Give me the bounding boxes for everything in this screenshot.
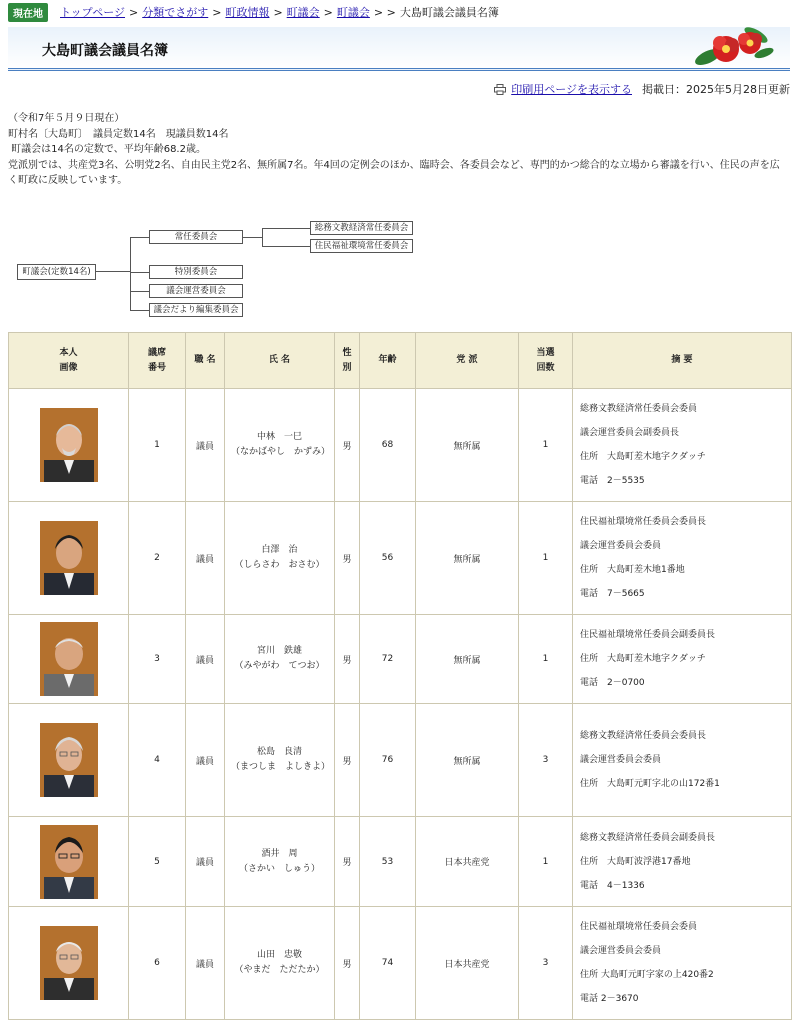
member-party: 無所属 bbox=[416, 704, 519, 817]
note-line: 住所 大島町波浮港17番地 bbox=[580, 856, 691, 867]
member-kana: （まつしま よしきよ） bbox=[231, 762, 331, 772]
breadcrumb-link-council[interactable]: 町議会 bbox=[286, 6, 320, 19]
member-kana: （しらさわ おさむ） bbox=[234, 560, 325, 570]
member-notes bbox=[573, 817, 792, 907]
breadcrumb-link-council-2[interactable]: 町議会 bbox=[336, 6, 370, 19]
member-name-cell bbox=[225, 704, 335, 817]
intro-text bbox=[8, 111, 788, 189]
header-age: 年齢 bbox=[360, 333, 416, 389]
header-seat: 議席 番号 bbox=[129, 333, 186, 389]
position-title: 議員 bbox=[186, 907, 225, 1020]
member-portrait-image bbox=[40, 926, 98, 1000]
member-party: 日本共産党 bbox=[416, 907, 519, 1020]
table-row bbox=[9, 615, 792, 704]
member-kana: （なかばやし かずみ） bbox=[231, 447, 331, 457]
member-party: 無所属 bbox=[416, 502, 519, 615]
page-title: 大島町議会議員名簿 bbox=[42, 43, 168, 59]
position-title: 議員 bbox=[186, 615, 225, 704]
member-terms: 1 bbox=[519, 389, 573, 502]
intro-average: 町議会は14名の定数で、平均年齢68.2歳。 bbox=[8, 144, 206, 155]
member-notes bbox=[573, 907, 792, 1020]
note-line: 議会運営委員会委員 bbox=[580, 755, 662, 765]
org-root-council: 町議会(定数14名) bbox=[17, 264, 96, 280]
member-notes bbox=[573, 615, 792, 704]
photo-cell bbox=[9, 907, 129, 1020]
member-age: 68 bbox=[360, 389, 416, 502]
printer-icon bbox=[494, 84, 506, 95]
org-steering-committee: 議会運営委員会 bbox=[149, 284, 243, 298]
member-party: 無所属 bbox=[416, 615, 519, 704]
seat-number: 4 bbox=[129, 704, 186, 817]
member-terms: 1 bbox=[519, 817, 573, 907]
note-line: 住民福祉環境常任委員会副委員長 bbox=[580, 630, 716, 640]
photo-cell bbox=[9, 502, 129, 615]
header-terms: 当選 回数 bbox=[519, 333, 573, 389]
member-notes bbox=[573, 704, 792, 817]
member-name: 宮川 鉄雄 bbox=[256, 646, 302, 656]
print-line bbox=[494, 81, 790, 97]
org-newsletter-committee: 議会だより編集委員会 bbox=[149, 303, 243, 317]
member-age: 56 bbox=[360, 502, 416, 615]
note-line: 住所 大島町元町字北の山172番1 bbox=[580, 779, 720, 789]
member-name: 山田 忠敬 bbox=[256, 950, 302, 960]
header-photo: 本人 画像 bbox=[9, 333, 129, 389]
current-location-badge: 現在地 bbox=[8, 3, 48, 22]
header-party: 党 派 bbox=[416, 333, 519, 389]
note-line: 住所 大島町差木地1番地 bbox=[580, 565, 685, 575]
member-portrait-image bbox=[40, 408, 98, 482]
member-sex: 男 bbox=[335, 389, 360, 502]
member-sex: 男 bbox=[335, 502, 360, 615]
note-line: 電話 2－5535 bbox=[580, 476, 645, 486]
member-name: 松島 良清 bbox=[256, 747, 302, 757]
note-line: 総務文教経済常任委員会副委員長 bbox=[580, 832, 716, 843]
note-line: 電話 2－3670 bbox=[580, 994, 639, 1004]
member-age: 74 bbox=[360, 907, 416, 1020]
member-portrait-image bbox=[40, 622, 98, 696]
member-age: 53 bbox=[360, 817, 416, 907]
member-name-cell bbox=[225, 389, 335, 502]
header-title: 職 名 bbox=[186, 333, 225, 389]
member-name-cell bbox=[225, 817, 335, 907]
intro-description: 党派別では、共産党3名、公明党2名、自由民主党2名、無所属7名。年4回の定例会のほか、臨時会、各委員会など、専門的かつ総合的な立場から審議を行い、住民の声を広く町政に反映しています。 bbox=[8, 159, 780, 186]
council-member-table bbox=[8, 332, 792, 1020]
member-name-cell bbox=[225, 907, 335, 1020]
position-title: 議員 bbox=[186, 704, 225, 817]
breadcrumb-link-category[interactable]: 分類でさがす bbox=[142, 6, 209, 19]
photo-cell bbox=[9, 389, 129, 502]
note-line: 総務文教経済常任委員会委員 bbox=[580, 404, 698, 414]
member-name: 酒井 周 bbox=[261, 848, 298, 859]
intro-date: （令和7年５月９日現在） bbox=[8, 113, 125, 124]
member-sex: 男 bbox=[335, 704, 360, 817]
note-line: 住民福祉環境常任委員会委員長 bbox=[580, 517, 707, 527]
note-line: 住所 大島町元町字家の上420番2 bbox=[580, 970, 714, 980]
note-line: 総務文教経済常任委員会委員長 bbox=[580, 731, 707, 741]
table-header-row bbox=[9, 333, 792, 389]
note-line: 議会運営委員会委員 bbox=[580, 541, 662, 551]
breadcrumb-link-top[interactable]: トップページ bbox=[60, 6, 126, 19]
breadcrumb-current: 大島町議会議員名簿 bbox=[399, 6, 499, 19]
member-notes bbox=[573, 389, 792, 502]
org-general-affairs-committee: 総務文教経済常任委員会 bbox=[310, 221, 413, 235]
position-title: 議員 bbox=[186, 502, 225, 615]
member-name: 中林 一巳 bbox=[256, 432, 302, 442]
member-sex: 男 bbox=[335, 817, 360, 907]
note-line: 電話 4－1336 bbox=[580, 880, 645, 891]
member-notes bbox=[573, 502, 792, 615]
table-row bbox=[9, 502, 792, 615]
breadcrumb: 現在地 トップページ > 分類でさがす > 町政情報 > 町議会 > 町議会 > > 大島町議会議員名簿 bbox=[8, 3, 499, 21]
seat-number: 3 bbox=[129, 615, 186, 704]
updated-date: 掲載日：2025年5月28日更新 bbox=[642, 83, 790, 96]
member-terms: 1 bbox=[519, 615, 573, 704]
council-org-chart bbox=[0, 215, 430, 325]
member-party: 日本共産党 bbox=[416, 817, 519, 907]
intro-counts: 町村名〔大島町〕 議員定数14名 現議員数14名 bbox=[8, 128, 229, 140]
note-line: 電話 7－5665 bbox=[580, 589, 645, 599]
member-kana: （みやがわ てつお） bbox=[234, 661, 325, 671]
table-row bbox=[9, 817, 792, 907]
member-name-cell bbox=[225, 502, 335, 615]
note-line: 住民福祉環境常任委員会委員 bbox=[580, 922, 698, 932]
member-sex: 男 bbox=[335, 615, 360, 704]
seat-number: 2 bbox=[129, 502, 186, 615]
member-name-cell bbox=[225, 615, 335, 704]
page-title-bar bbox=[8, 27, 790, 71]
org-special-committee: 特別委員会 bbox=[149, 265, 243, 279]
seat-number: 6 bbox=[129, 907, 186, 1020]
member-name: 白澤 治 bbox=[261, 545, 298, 555]
print-page-link[interactable]: 印刷用ページを表示する bbox=[511, 83, 632, 96]
member-terms: 1 bbox=[519, 502, 573, 615]
header-name: 氏 名 bbox=[225, 333, 335, 389]
photo-cell bbox=[9, 704, 129, 817]
position-title: 議員 bbox=[186, 389, 225, 502]
member-terms: 3 bbox=[519, 907, 573, 1020]
seat-number: 1 bbox=[129, 389, 186, 502]
member-kana: （さかい しゅう） bbox=[238, 863, 320, 874]
member-sex: 男 bbox=[335, 907, 360, 1020]
breadcrumb-link-town-admin[interactable]: 町政情報 bbox=[225, 6, 270, 19]
member-kana: （やまだ ただたか） bbox=[234, 965, 325, 975]
note-line: 住所 大島町差木地字クダッチ bbox=[580, 654, 706, 664]
header-sex: 性 別 bbox=[335, 333, 360, 389]
member-portrait-image bbox=[40, 521, 98, 595]
header-notes: 摘 要 bbox=[573, 333, 792, 389]
seat-number: 5 bbox=[129, 817, 186, 907]
position-title: 議員 bbox=[186, 817, 225, 907]
member-portrait-image bbox=[40, 825, 98, 899]
member-party: 無所属 bbox=[416, 389, 519, 502]
org-standing-committee: 常任委員会 bbox=[149, 230, 243, 244]
member-terms: 3 bbox=[519, 704, 573, 817]
member-age: 76 bbox=[360, 704, 416, 817]
photo-cell bbox=[9, 615, 129, 704]
member-age: 72 bbox=[360, 615, 416, 704]
note-line: 電話 2－0700 bbox=[580, 678, 645, 688]
org-welfare-committee: 住民福祉環境常任委員会 bbox=[310, 239, 413, 253]
table-row bbox=[9, 704, 792, 817]
note-line: 住所 大島町差木地字クダッチ bbox=[580, 452, 706, 462]
member-portrait-image bbox=[40, 723, 98, 797]
note-line: 議会運営委員会委員 bbox=[580, 946, 662, 956]
photo-cell bbox=[9, 817, 129, 907]
note-line: 議会運営委員会副委員長 bbox=[580, 428, 680, 438]
camellia-flower-icon bbox=[686, 19, 776, 71]
table-row bbox=[9, 389, 792, 502]
table-row bbox=[9, 907, 792, 1020]
